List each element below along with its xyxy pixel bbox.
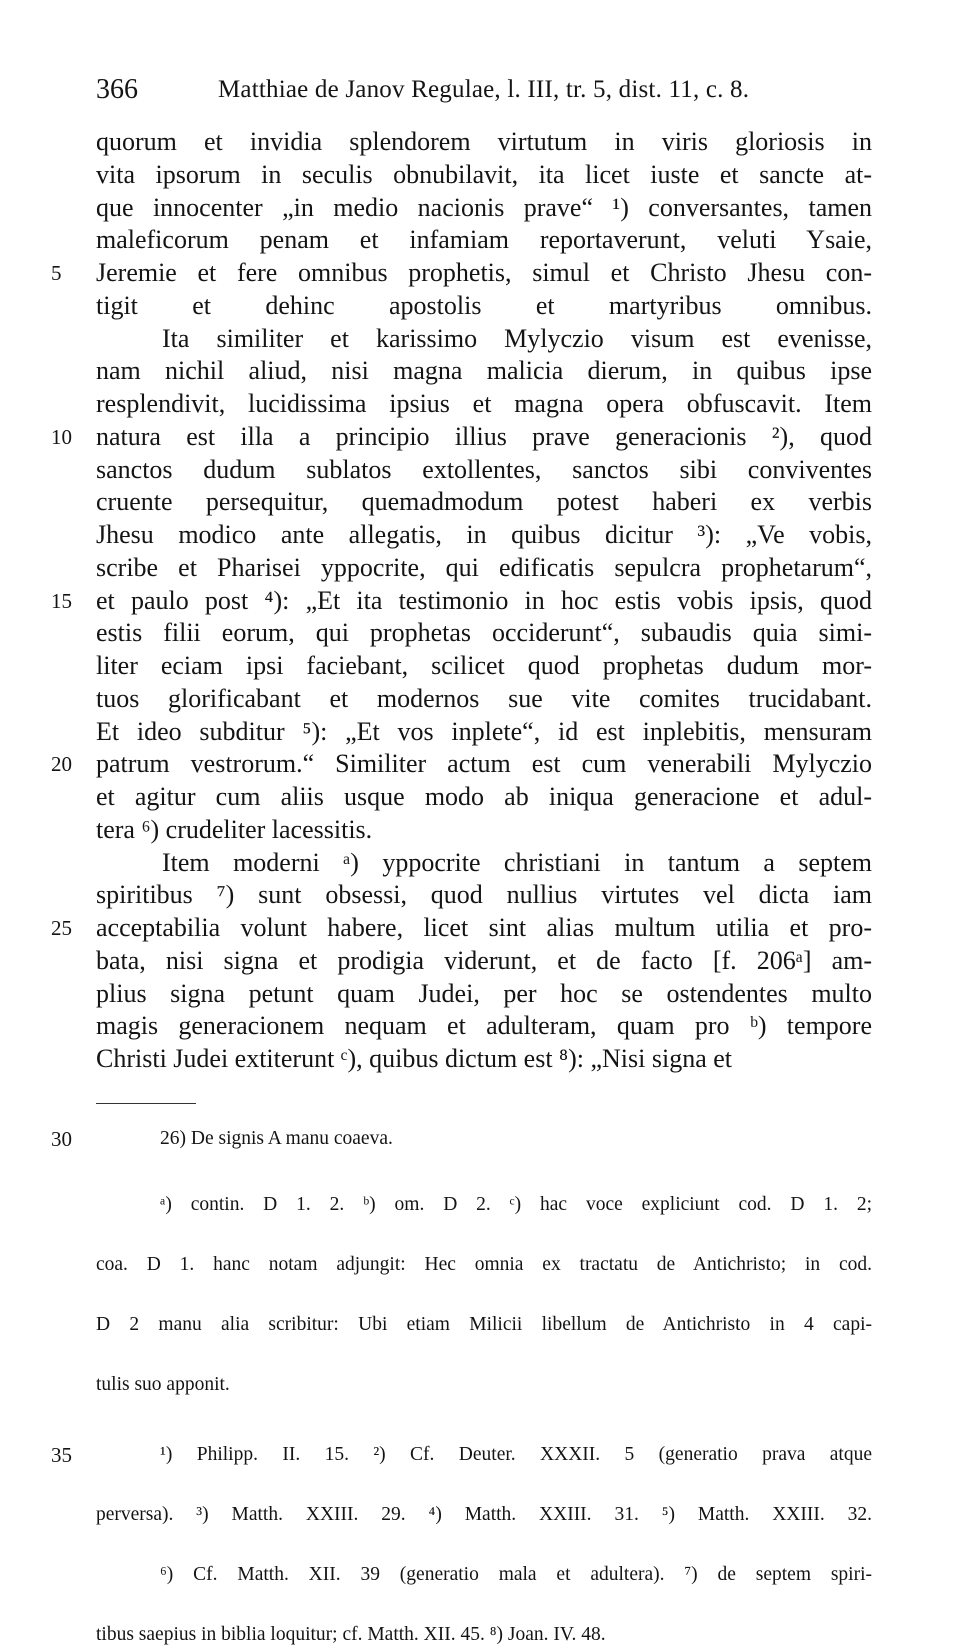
line-text: Christi Judei extiterunt ᶜ), quibus dictum est ⁸): „Nisi signa et [96,1044,733,1073]
text-line [51,257,872,290]
text-line [96,716,872,749]
footnote-line [96,1370,872,1400]
line-number: 10 [51,424,72,449]
line-number: 35 [51,1443,72,1467]
text-line [96,552,872,585]
line-text: estis filii eorum, qui prophetas occiderunt“, subaudis quia simi- [96,618,872,648]
text-line [96,290,872,323]
line-text: tuos glorificabant et modernos sue vite comites trucidabant. [96,683,872,713]
text-line [96,814,872,847]
line-number: 5 [51,261,62,285]
footnote-text: ¹) Philipp. II. 15. ²) Cf. Deuter. XXXII. 5 (generatio prava atque [160,1444,872,1465]
line-text: liter eciam ipsi faciebant, scilicet quod prophetas dudum mor- [96,651,872,680]
text-line [96,683,872,716]
footnote-text: D 2 manu alia scribitur: Ubi etiam Milicii libellum de Antichristo in 4 capi- [96,1314,872,1335]
text-line [96,454,872,487]
line-text: tera ⁶) crudeliter lacessitis. [96,814,373,844]
line-number: 15 [51,588,72,613]
text-line [96,486,872,519]
line-text: quorum et invidia splendorem virtutum in viris gloriosis in [96,127,872,156]
line-text: Jeremie et fere omnibus prophetis, simul et Christo Jhesu con- [96,258,872,287]
line-text: Jhesu modico ante allegatis, in quibus dicitur ³): „Ve vobis, [96,520,872,549]
footnote-line [96,1500,872,1530]
footnote-text: coa. D 1. hanc notam adjungit: Hec omnia ex tractatu de Antichristo; in cod. [96,1254,872,1275]
footnote-rule [96,1103,196,1104]
text-line [96,650,872,683]
line-text: Item moderni ᵃ) yppocrite christiani in tantum a septem [162,847,872,877]
footnote-text: 26) De signis A manu coaeva. [160,1128,393,1149]
footnote-text: ᵃ) contin. D 1. 2. ᵇ) om. D 2. ᶜ) hac voce expliciunt cod. D 1. 2; [160,1194,872,1215]
line-text: que innocenter „in medio nacionis prave“ ¹) conversantes, tamen [96,192,872,222]
line-text: Ita similiter et karissimo Mylyczio visum est evenisse, [162,323,872,353]
footnote-line [51,1440,872,1470]
line-number: 30 [51,1127,72,1151]
text-line [96,192,872,225]
line-text: spiritibus ⁷) sunt obsessi, quod nullius virtutes vel dicta iam [96,880,872,910]
text-line [96,323,872,356]
text-line [96,945,872,978]
line-text: magis generacionem nequam et adulteram, quam pro ᵇ) tempore [96,1011,872,1041]
line-text: vita ipsorum in seculis obnubilavit, ita licet iuste et sancte at- [96,159,872,189]
text-line [96,519,872,552]
text-line [96,879,872,912]
text-line [96,1010,872,1043]
text-line [96,978,872,1011]
line-text: cruente persequitur, quemadmodum potest haberi ex verbis [96,487,872,517]
line-text: sanctos dudum sublatos extollentes, sanctos sibi conviventes [96,454,872,484]
footnote-text: tibus saepius in biblia loquitur; cf. Matth. XII. 45. ⁸) Joan. IV. 48. [96,1624,606,1645]
text-line [96,355,872,388]
line-text: Et ideo subditur ⁵): „Et vos inplete“, id est inplebitis, mensuram [96,716,872,746]
text-line [51,748,872,781]
line-text: nam nichil aliud, nisi magna malicia dierum, in quibus ipse [96,356,872,386]
footnote-line [96,1310,872,1340]
text-line [96,388,872,421]
page-header [96,74,876,114]
line-text: scribe et Pharisei yppocrite, qui edificatis sepulcra prophetarum“, [96,552,872,582]
text-line [96,1043,872,1076]
line-number: 20 [51,752,72,777]
line-number: 25 [51,916,72,940]
running-title: Matthiae de Janov Regulae, l. III, tr. 5, dist. 11, c. 8. [218,76,750,103]
text-line [51,585,872,618]
footnote-line [51,1124,872,1154]
line-text: resplendivit, lucidissima ipsius et magna opera obfuscavit. Item [96,389,872,418]
text-line [96,847,872,880]
line-text: maleficorum penam et infamiam reportaverunt, veluti Ysaie, [96,225,872,255]
text-line [51,421,872,454]
line-text: bata, nisi signa et prodigia viderunt, et de facto [f. 206ᵃ] am- [96,945,872,975]
text-line [96,126,872,159]
footnote-line [96,1560,872,1590]
line-text: et agitur cum aliis usque modo ab iniqua generacione et adul- [96,782,872,811]
main-text [51,126,872,1076]
line-text: patrum vestrorum.“ Similiter actum est cum venerabili Mylyczio [96,749,872,779]
text-line [96,781,872,814]
text-line [96,224,872,257]
text-line [96,617,872,650]
page-number: 366 [96,74,138,105]
line-text: plius signa petunt quam Judei, per hoc se ostendentes multo [96,978,872,1008]
line-text: et paulo post ⁴): „Et ita testimonio in hoc estis vobis ipsis, quod [96,585,872,615]
text-line [96,159,872,192]
footnote-text: tulis suo apponit. [96,1374,230,1395]
footnote-line [96,1620,872,1650]
text-line [51,912,872,945]
footnote-text: perversa). ³) Matth. XXIII. 29. ⁴) Matth. XXIII. 31. ⁵) Matth. XXIII. 32. [96,1504,872,1525]
footnote-text: ⁶) Cf. Matth. XII. 39 (generatio mala et adultera). ⁷) de septem spiri- [160,1564,872,1585]
line-text: acceptabilia volunt habere, licet sint alias multum utilia et pro- [96,913,872,942]
line-text: natura est illa a principio illius prave generacionis ²), quod [96,421,872,451]
footnote-line [96,1190,872,1220]
footnote-line [96,1250,872,1280]
line-text: tigit et dehinc apostolis et martyribus omnibus. [96,290,872,320]
